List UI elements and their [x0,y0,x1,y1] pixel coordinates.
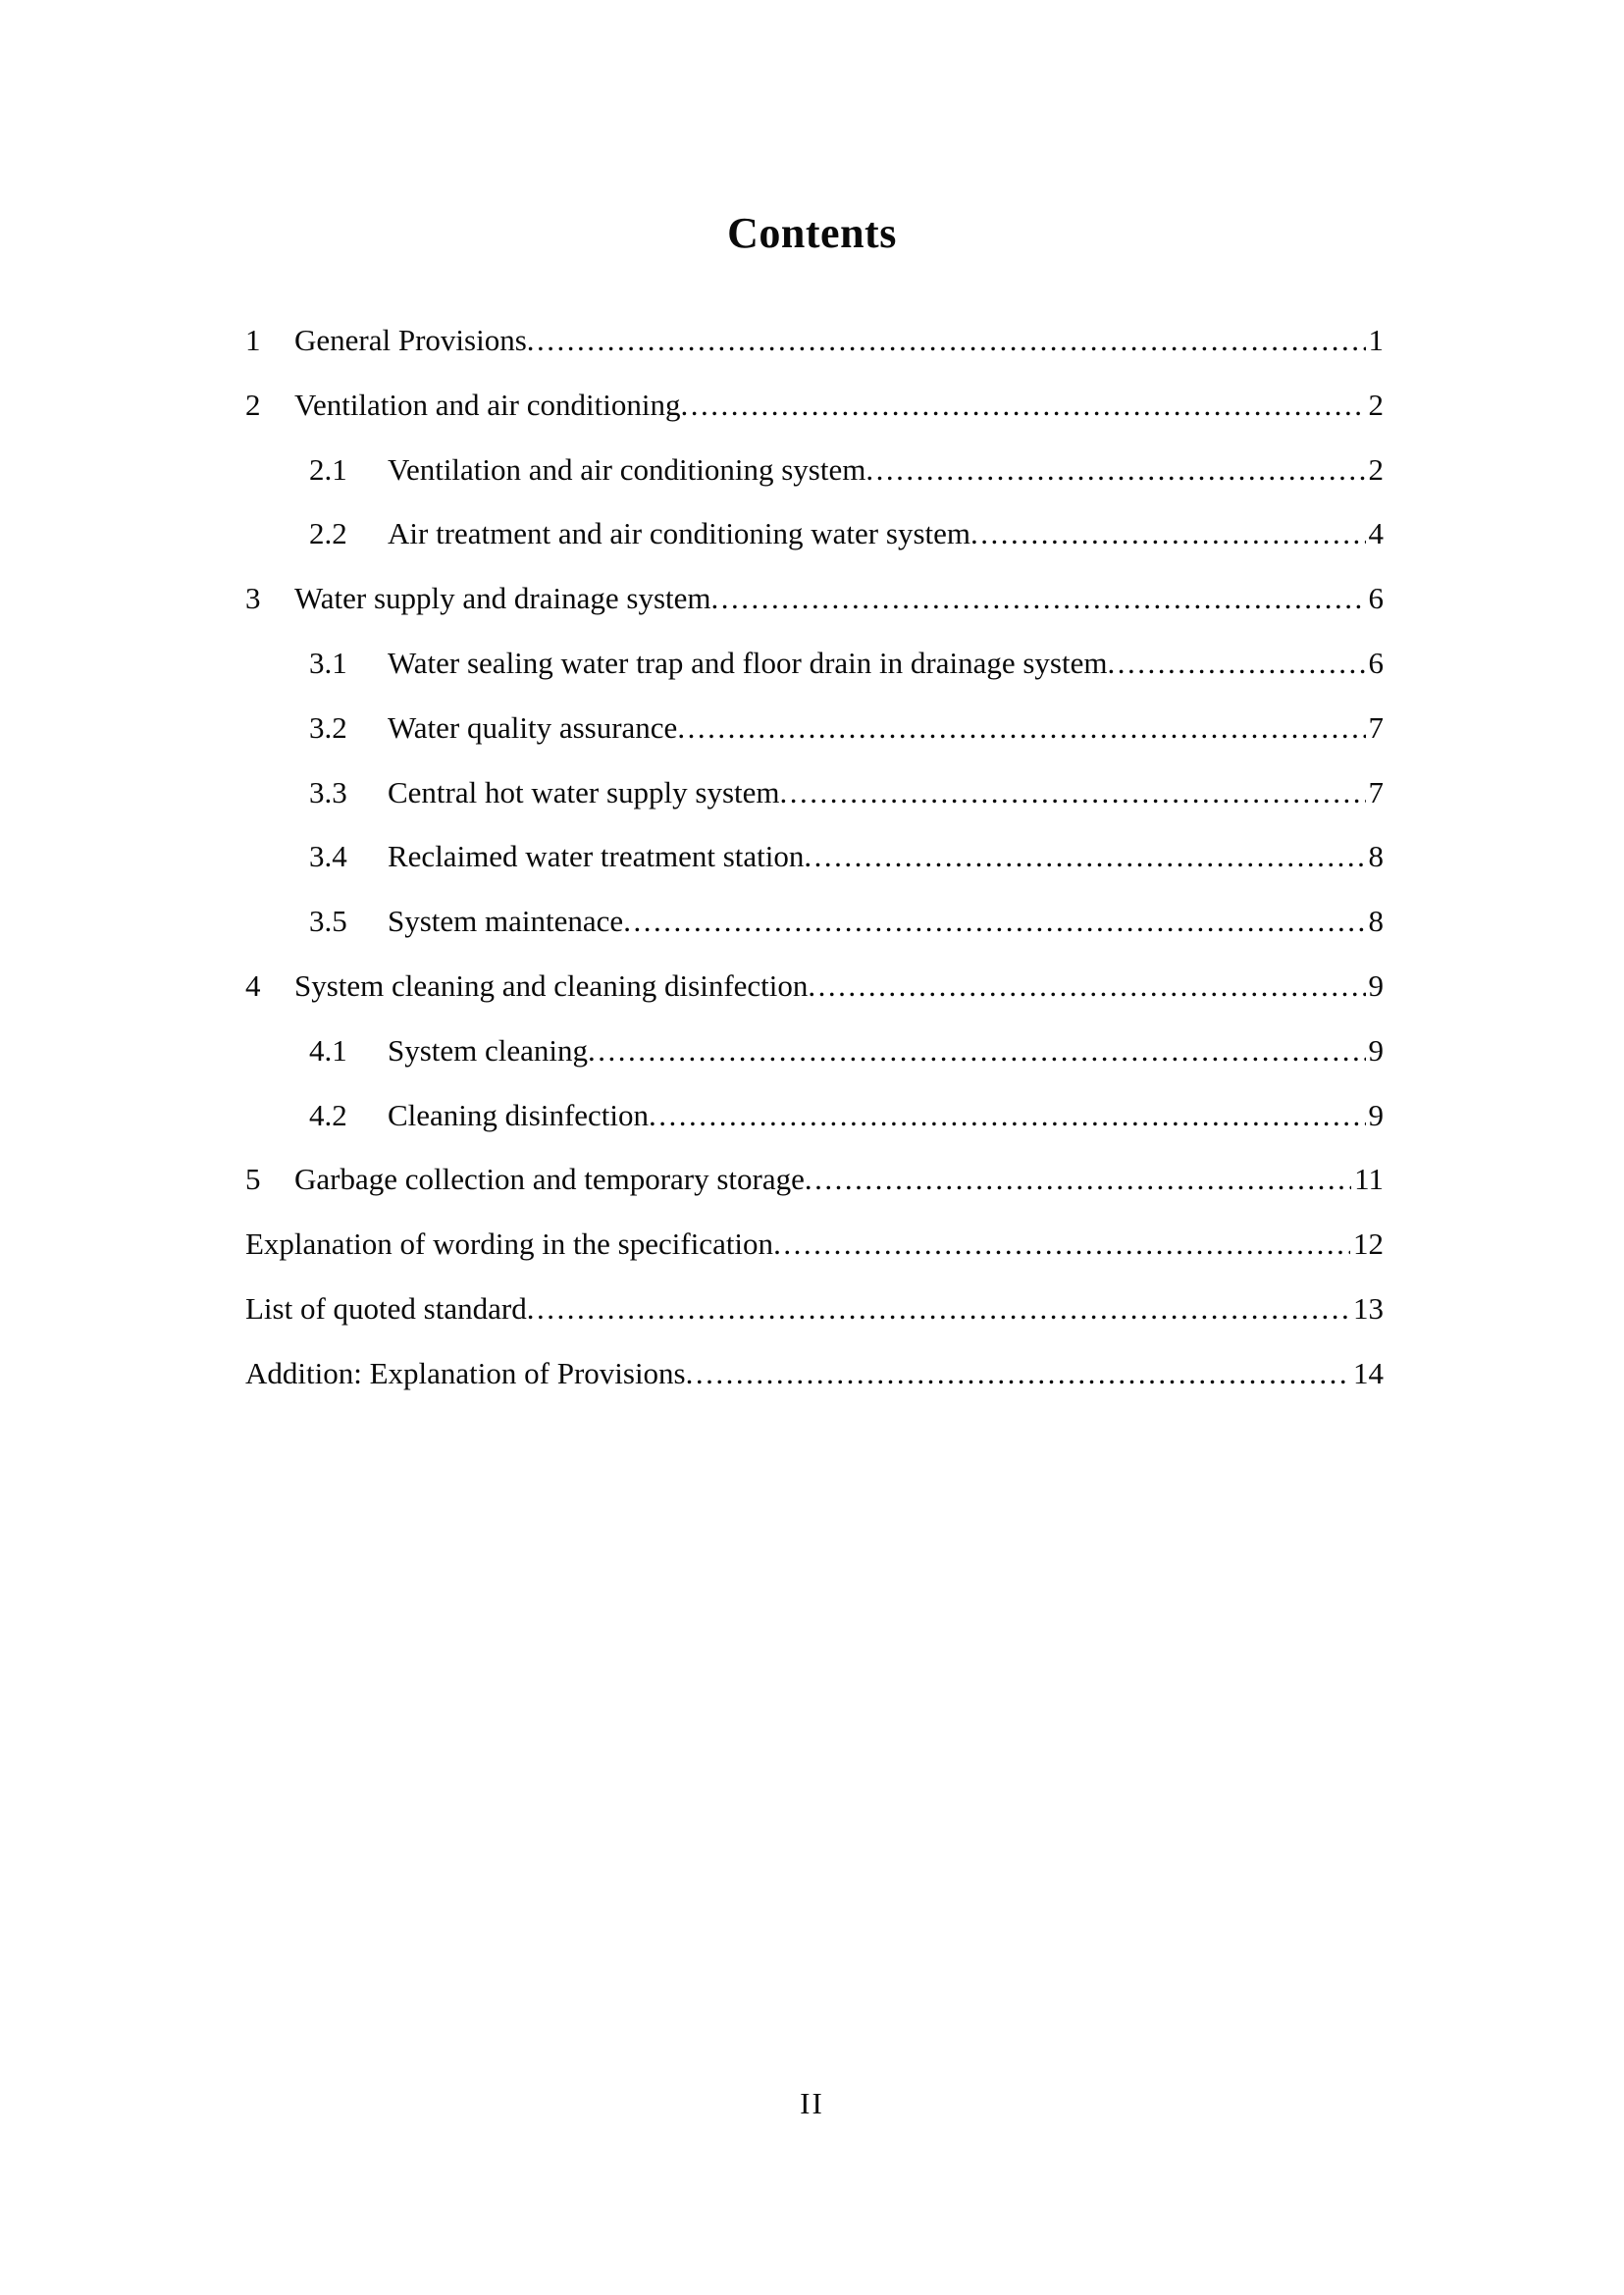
toc-entry [245,824,1384,889]
toc-entry-label: Ventilation and air conditioning [294,387,681,422]
toc-entry-page: 2 [1368,451,1384,487]
toc-entry [245,889,1384,954]
toc-entry [245,501,1384,566]
dot-leader [527,1277,1350,1341]
toc-entry [245,1083,1384,1148]
dot-leader [677,696,1365,760]
toc-entry-number: 4 [245,967,261,1003]
toc-entry-label: Garbage collection and temporary storage [294,1162,805,1197]
toc-entry-page: 13 [1353,1290,1384,1326]
toc-entry-number: 3.2 [309,709,347,745]
toc-entry [245,566,1384,631]
toc-entry-label: Cleaning disinfection [388,1097,650,1132]
toc-entry [245,308,1384,373]
dot-leader [773,1212,1350,1277]
toc-entry-label: Reclaimed water treatment station [388,839,805,874]
toc-entry-page: 12 [1353,1226,1384,1262]
dot-leader [527,308,1366,373]
toc-entry-page: 9 [1368,1097,1384,1132]
page-title: Contents [727,209,897,257]
dot-leader [808,954,1365,1018]
toc-entry [245,1277,1384,1341]
dot-leader [865,438,1365,502]
toc-entry-page: 4 [1368,516,1384,551]
toc-entry-number: 2.1 [309,451,347,487]
toc-entry-label: System cleaning and cleaning disinfection [294,967,809,1003]
dot-leader [623,889,1365,954]
toc-entry-number: 3.1 [309,645,347,680]
toc-entry-number: 1 [245,323,261,357]
toc-entry-page: 6 [1368,645,1384,680]
toc-entry-page: 6 [1368,581,1384,616]
toc-entry-label: Water quality assurance [388,709,678,745]
toc-entry-number: 3.3 [309,774,347,809]
toc-entry-label: Ventilation and air conditioning system [388,451,866,487]
toc-entry-number: 5 [245,1162,261,1197]
dot-leader [780,760,1366,825]
dot-leader [686,1341,1350,1406]
toc-entry-page: 7 [1368,774,1384,809]
dot-leader [588,1018,1365,1083]
dot-leader [970,501,1366,566]
table-of-contents [245,308,1384,1406]
toc-entry-number: 3 [245,581,261,616]
toc-entry-number: 3.4 [309,839,347,874]
toc-entry-label: Water supply and drainage system [294,581,711,616]
toc-entry-label: System maintenace [388,904,624,939]
dot-leader [1107,631,1365,696]
dot-leader [680,373,1365,438]
toc-entry-page: 14 [1353,1355,1384,1390]
toc-entry [245,438,1384,502]
toc-entry [245,954,1384,1018]
toc-entry-number: 3.5 [309,904,347,939]
toc-entry-label: List of quoted standard [245,1290,527,1326]
dot-leader [711,566,1366,631]
toc-entry [245,696,1384,760]
toc-entry-label: Water sealing water trap and floor drain in drainage system [388,645,1108,680]
toc-entry-label: System cleaning [388,1032,589,1068]
toc-entry-number: 2.2 [309,516,347,551]
dot-leader [805,1147,1351,1212]
toc-entry [245,1212,1384,1277]
toc-entry [245,373,1384,438]
dot-leader [649,1083,1365,1148]
toc-entry-page: 9 [1368,1032,1384,1068]
toc-entry-label: Central hot water supply system [388,774,780,809]
toc-entry [245,760,1384,825]
toc-entry-label: Explanation of wording in the specification [245,1226,774,1262]
toc-entry [245,1018,1384,1083]
toc-entry-page: 9 [1368,967,1384,1003]
toc-entry-page: 8 [1368,839,1384,874]
dot-leader [804,824,1365,889]
toc-entry [245,631,1384,696]
toc-entry-label: Air treatment and air conditioning water system [388,516,970,551]
toc-entry-page: 8 [1368,904,1384,939]
toc-entry [245,1147,1384,1212]
toc-entry-label: Addition: Explanation of Provisions [245,1355,686,1390]
toc-entry-number: 4.2 [309,1097,347,1132]
toc-entry-label: General Provisions [294,323,527,357]
toc-entry-page: 1 [1368,323,1384,357]
page-number-footer: II [800,2086,824,2120]
toc-entry [245,1341,1384,1406]
toc-entry-page: 2 [1368,387,1384,422]
toc-entry-number: 4.1 [309,1032,347,1068]
toc-entry-number: 2 [245,387,261,422]
toc-entry-page: 7 [1368,709,1384,745]
toc-entry-page: 11 [1354,1162,1384,1197]
